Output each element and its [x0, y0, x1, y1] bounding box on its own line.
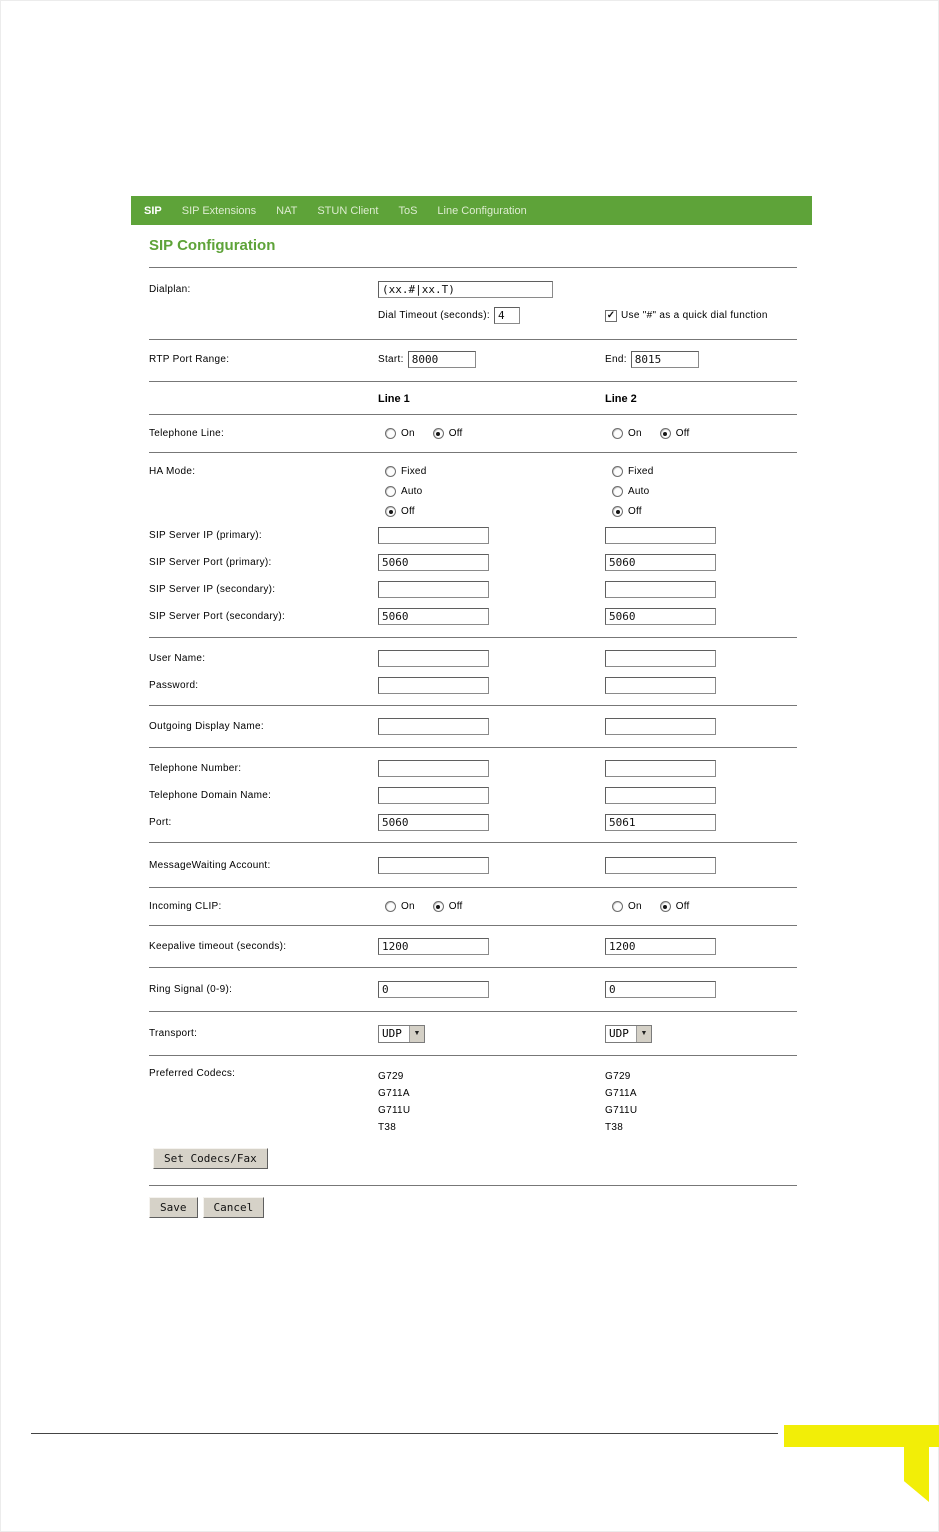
quick-dial-cell — [605, 310, 797, 322]
sip-configuration-form — [149, 237, 797, 1218]
ha-mode-auto-label-line2: Auto — [628, 486, 650, 497]
telephone-line-off-radio-line1[interactable] — [433, 428, 444, 439]
tab-line-configuration[interactable]: Line Configuration — [437, 204, 527, 217]
set-codecs-fax-button[interactable]: Set Codecs/Fax — [153, 1148, 268, 1169]
password-input-line2[interactable] — [605, 677, 716, 694]
keepalive-timeout-input-line2[interactable] — [605, 938, 716, 955]
incoming-clip-off-radio-line2[interactable] — [660, 901, 671, 912]
sip-server-ip-primary-input-line1[interactable] — [378, 527, 489, 544]
sip-server-port-primary-label: SIP Server Port (primary): — [149, 556, 272, 568]
sip-server-port-secondary-input-line1[interactable] — [378, 608, 489, 625]
dial-timeout-label: Dial Timeout (seconds): — [378, 310, 490, 321]
sip-server-port-primary-input-line1[interactable] — [378, 554, 489, 571]
preferred-codecs-label: Preferred Codecs: — [149, 1067, 236, 1079]
section-ha-mode-sip-server — [149, 452, 797, 637]
ha-mode-auto-radio-line1[interactable] — [385, 486, 396, 497]
telephone-number-input-line2[interactable] — [605, 760, 716, 777]
sip-server-ip-primary-input-line2[interactable] — [605, 527, 716, 544]
password-label: Password: — [149, 679, 199, 691]
rtp-end-input[interactable] — [631, 351, 699, 368]
transport-select-line2[interactable] — [605, 1025, 652, 1043]
ha-mode-fixed-radio-line1[interactable] — [385, 466, 396, 477]
section-ring-signal — [149, 967, 797, 1011]
ha-mode-off-label-line2: Off — [628, 506, 642, 517]
ha-mode-line2-group — [605, 466, 797, 517]
transport-selected-value-line2: UDP — [609, 1027, 629, 1040]
codec-item: G729 — [378, 1070, 404, 1082]
user-name-input-line1[interactable] — [378, 650, 489, 667]
section-preferred-codecs — [149, 1055, 797, 1185]
telephone-line-off-radio-line2[interactable] — [660, 428, 671, 439]
dropdown-arrow-icon[interactable]: ▼ — [636, 1026, 651, 1042]
codec-item: G711A — [378, 1087, 410, 1099]
ha-mode-fixed-label-line1: Fixed — [401, 466, 427, 477]
sip-server-port-secondary-label: SIP Server Port (secondary): — [149, 610, 286, 622]
port-input-line2[interactable] — [605, 814, 716, 831]
yellow-corner-mark-tail — [904, 1447, 929, 1502]
codec-item: T38 — [605, 1121, 624, 1133]
outgoing-display-name-label: Outgoing Display Name: — [149, 720, 264, 732]
rtp-start-label: Start: — [378, 354, 404, 365]
top-nav — [131, 196, 812, 225]
dialplan-input[interactable] — [378, 281, 553, 298]
section-telephone-line — [149, 414, 797, 452]
cancel-button[interactable]: Cancel — [203, 1197, 265, 1218]
incoming-clip-label: Incoming CLIP: — [149, 901, 222, 912]
telephone-number-label: Telephone Number: — [149, 762, 242, 774]
transport-select-line1[interactable] — [378, 1025, 425, 1043]
codec-item: G711A — [605, 1087, 637, 1099]
keepalive-timeout-input-line1[interactable] — [378, 938, 489, 955]
ha-mode-off-radio-line2[interactable] — [612, 506, 623, 517]
telephone-domain-name-label: Telephone Domain Name: — [149, 789, 272, 801]
message-waiting-account-label: MessageWaiting Account: — [149, 859, 271, 871]
quick-dial-checkbox[interactable] — [605, 310, 617, 322]
line2-header: Line 2 — [605, 393, 637, 405]
incoming-clip-off-radio-line1[interactable] — [433, 901, 444, 912]
sip-server-ip-secondary-input-line2[interactable] — [605, 581, 716, 598]
rtp-end-label: End: — [605, 354, 627, 365]
dialplan-cell — [378, 281, 605, 298]
transport-selected-value-line1: UDP — [382, 1027, 402, 1040]
incoming-clip-line2-group — [605, 901, 797, 912]
incoming-clip-off-label-line1: Off — [448, 901, 463, 912]
section-incoming-clip — [149, 887, 797, 925]
save-button[interactable]: Save — [149, 1197, 198, 1218]
telephone-number-input-line1[interactable] — [378, 760, 489, 777]
dialplan-label: Dialplan: — [149, 284, 191, 295]
check-icon: ✓ — [606, 309, 616, 321]
quick-dial-label: Use "#" as a quick dial function — [621, 310, 768, 321]
tab-tos[interactable]: ToS — [398, 204, 418, 217]
page-title: SIP Configuration — [149, 237, 276, 254]
dropdown-arrow-icon[interactable]: ▼ — [409, 1026, 424, 1042]
keepalive-timeout-label: Keepalive timeout (seconds): — [149, 940, 287, 952]
rtp-end-cell — [605, 351, 797, 368]
codec-item: G711U — [378, 1104, 411, 1116]
section-telephone-number — [149, 747, 797, 842]
telephone-line-off-label-line2: Off — [675, 428, 690, 439]
telephone-line-on-label-line2: On — [628, 428, 642, 439]
line1-header: Line 1 — [378, 393, 410, 405]
codec-item: G729 — [605, 1070, 631, 1082]
ha-mode-line1-group — [378, 466, 605, 517]
codec-item: T38 — [378, 1121, 397, 1133]
ring-signal-label: Ring Signal (0-9): — [149, 983, 233, 995]
ha-mode-off-label-line1: Off — [401, 506, 415, 517]
telephone-line-off-label-line1: Off — [448, 428, 463, 439]
sip-server-ip-secondary-input-line1[interactable] — [378, 581, 489, 598]
port-input-line1[interactable] — [378, 814, 489, 831]
codec-item: G711U — [605, 1104, 638, 1116]
dial-timeout-cell — [378, 307, 605, 324]
tab-stun-client[interactable]: STUN Client — [317, 204, 379, 217]
dial-timeout-input[interactable] — [494, 307, 520, 324]
sip-server-ip-secondary-label: SIP Server IP (secondary): — [149, 583, 276, 595]
section-line-headers — [149, 381, 797, 414]
telephone-line-on-radio-line2[interactable] — [612, 428, 623, 439]
ring-signal-input-line1[interactable] — [378, 981, 489, 998]
section-rtp-port-range — [149, 339, 797, 381]
telephone-line-line2-group — [605, 428, 797, 439]
sip-server-port-secondary-input-line2[interactable] — [605, 608, 716, 625]
ring-signal-input-line2[interactable] — [605, 981, 716, 998]
rtp-start-cell — [378, 351, 605, 368]
telephone-line-on-radio-line1[interactable] — [385, 428, 396, 439]
telephone-line-line1-group — [378, 428, 605, 439]
ha-mode-fixed-radio-line2[interactable] — [612, 466, 623, 477]
yellow-corner-mark — [784, 1425, 939, 1447]
tab-sip[interactable]: SIP — [144, 204, 162, 217]
outgoing-display-name-input-line1[interactable] — [378, 718, 489, 735]
section-keepalive-timeout — [149, 925, 797, 967]
section-outgoing-display-name — [149, 705, 797, 747]
message-waiting-account-input-line1[interactable] — [378, 857, 489, 874]
ha-mode-off-radio-line1[interactable] — [385, 506, 396, 517]
section-dialplan — [149, 267, 797, 339]
section-transport — [149, 1011, 797, 1055]
codec-list-line2 — [605, 1068, 797, 1136]
password-input-line1[interactable] — [378, 677, 489, 694]
incoming-clip-on-label-line2: On — [628, 901, 642, 912]
port-label: Port: — [149, 816, 172, 828]
incoming-clip-on-radio-line1[interactable] — [385, 901, 396, 912]
telephone-line-label: Telephone Line: — [149, 428, 225, 439]
ha-mode-fixed-label-line2: Fixed — [628, 466, 654, 477]
rtp-port-range-label: RTP Port Range: — [149, 354, 230, 365]
footer-rule — [31, 1433, 778, 1434]
user-name-input-line2[interactable] — [605, 650, 716, 667]
transport-label: Transport: — [149, 1027, 198, 1039]
rtp-start-input[interactable] — [408, 351, 476, 368]
telephone-domain-name-input-line1[interactable] — [378, 787, 489, 804]
section-actions — [149, 1185, 797, 1218]
codec-list-line1 — [378, 1068, 605, 1136]
message-waiting-account-input-line2[interactable] — [605, 857, 716, 874]
section-user-password — [149, 637, 797, 705]
sip-server-ip-primary-label: SIP Server IP (primary): — [149, 529, 262, 541]
incoming-clip-off-label-line2: Off — [675, 901, 690, 912]
tab-nat[interactable]: NAT — [276, 204, 298, 217]
incoming-clip-line1-group — [378, 901, 605, 912]
incoming-clip-on-radio-line2[interactable] — [612, 901, 623, 912]
section-message-waiting-account — [149, 842, 797, 887]
incoming-clip-on-label-line1: On — [401, 901, 415, 912]
ha-mode-label: HA Mode: — [149, 466, 196, 477]
telephone-domain-name-input-line2[interactable] — [605, 787, 716, 804]
tab-sip-extensions[interactable]: SIP Extensions — [181, 204, 257, 217]
outgoing-display-name-input-line2[interactable] — [605, 718, 716, 735]
telephone-line-on-label-line1: On — [401, 428, 415, 439]
ha-mode-auto-radio-line2[interactable] — [612, 486, 623, 497]
user-name-label: User Name: — [149, 652, 206, 664]
ha-mode-auto-label-line1: Auto — [401, 486, 423, 497]
sip-server-port-primary-input-line2[interactable] — [605, 554, 716, 571]
